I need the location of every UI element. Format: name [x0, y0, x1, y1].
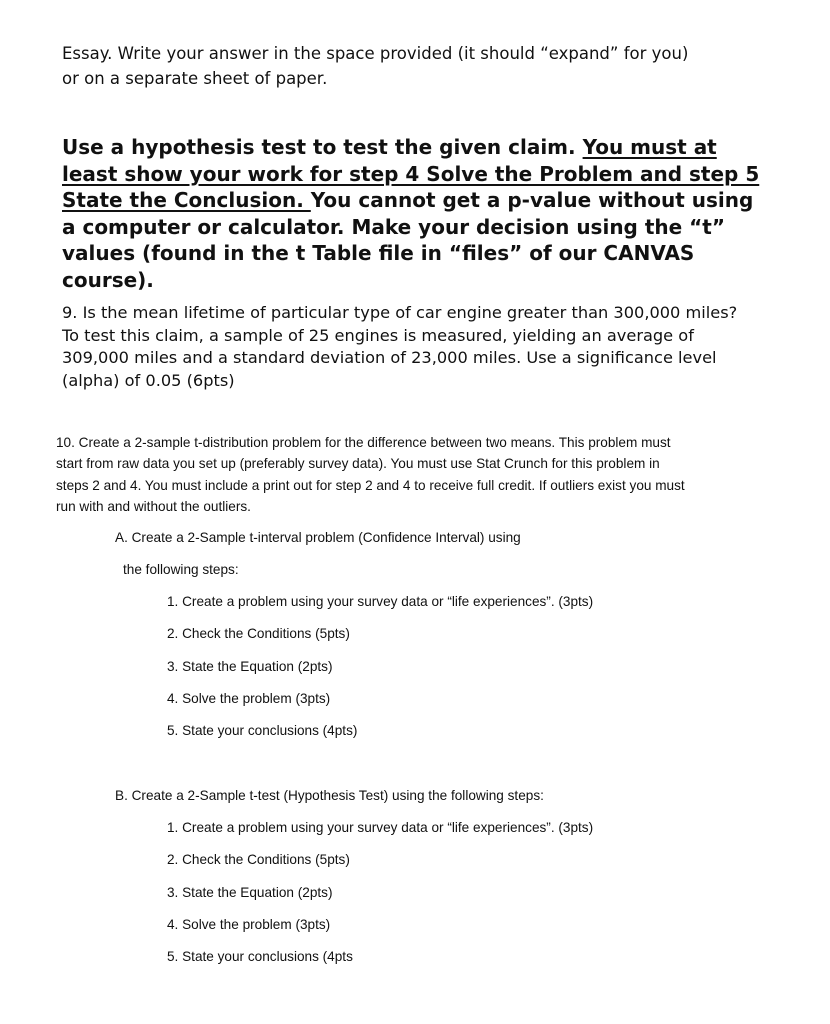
part-a-steps	[167, 593, 593, 754]
instructions-underlined: You must at least show your work for step 4 Solve the Problem and step 5 State the Conclusion.	[62, 135, 760, 212]
part-b-step-3: 3. State the Equation (2pts)	[167, 884, 333, 900]
question-10	[56, 432, 776, 517]
question-9-line-4: (alpha) of 0.05 (6pts)	[62, 370, 235, 390]
essay-intro-line-2: or on a separate sheet of paper.	[62, 69, 328, 88]
part-a-step-4: 4. Solve the problem (3pts)	[167, 690, 331, 706]
part-a-step-3: 3. State the Equation (2pts)	[167, 658, 333, 674]
part-b-step-1: 1. Create a problem using your survey data or “life experiences”. (3pts)	[167, 820, 594, 835]
question-10-line-3: steps 2 and 4. You must include a print out for step 2 and 4 to receive full credit. If outliers exist you must	[56, 477, 685, 493]
question-9-line-3: 309,000 miles and a standard deviation of 23,000 miles. Use a significance level	[62, 348, 717, 367]
essay-intro-line-1: Essay. Write your answer in the space provided (it should “expand” for you)	[62, 44, 689, 63]
question-9-line-1: 9. Is the mean lifetime of particular type of car engine greater than 300,000 miles?	[62, 303, 738, 322]
question-10-line-1: 10. Create a 2-sample t-distribution problem for the difference between two means. This problem must	[56, 435, 671, 450]
question-9	[62, 302, 762, 392]
part-a-title-continued: the following steps:	[123, 562, 239, 577]
part-b-step-2: 2. Check the Conditions (5pts)	[167, 852, 350, 868]
part-a-step-2: 2. Check the Conditions (5pts)	[167, 626, 350, 642]
part-a-step-5: 5. State your conclusions (4pts)	[167, 723, 358, 739]
question-10-line-2: start from raw data you set up (preferably survey data). You must use Stat Crunch for this problem in	[56, 456, 660, 472]
part-a-title: A. Create a 2-Sample t-interval problem (Confidence Interval) using	[115, 530, 521, 545]
instructions-part-1: Use a hypothesis test to test the given claim.	[62, 135, 583, 159]
part-a-step-1: 1. Create a problem using your survey data or “life experiences”. (3pts)	[167, 594, 594, 609]
question-10-line-4: run with and without the outliers.	[56, 498, 251, 514]
essay-intro	[62, 41, 782, 91]
part-b-title: B. Create a 2-Sample t-test (Hypothesis Test) using the following steps:	[115, 788, 544, 803]
part-b-step-5: 5. State your conclusions (4pts	[167, 949, 353, 965]
question-9-line-2: To test this claim, a sample of 25 engines is measured, yielding an average of	[62, 325, 694, 345]
hypothesis-instructions	[62, 134, 762, 293]
part-b-steps	[167, 819, 593, 980]
part-b-step-4: 4. Solve the problem (3pts)	[167, 916, 331, 932]
instructions-part-2: You cannot get a p-value without using a computer or calculator. Make your decision using the “t” values (found in the t Table file in “files” of our CANVAS course).	[62, 188, 754, 292]
